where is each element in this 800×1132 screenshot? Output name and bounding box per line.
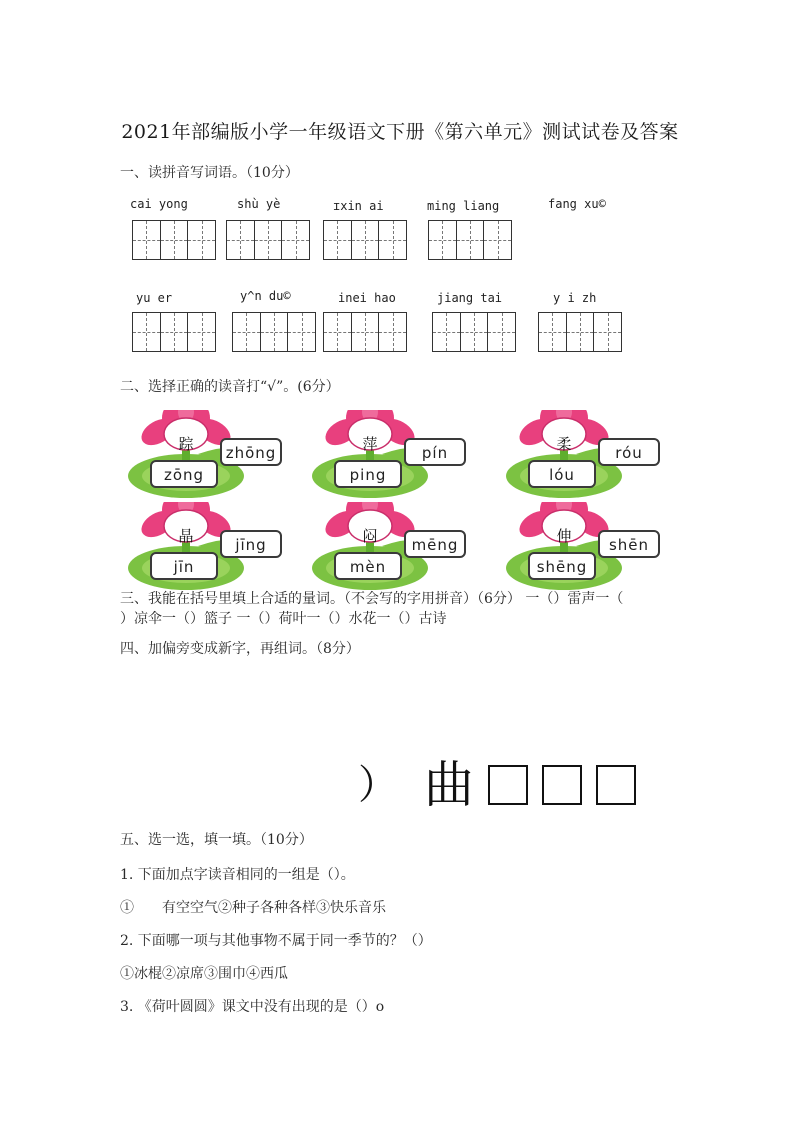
pinyin-option-lower[interactable]: mèn bbox=[334, 552, 402, 580]
pinyin-label: jiang tai bbox=[437, 291, 503, 305]
pinyin-option-lower[interactable]: zōng bbox=[150, 460, 218, 488]
radical-exercise bbox=[358, 756, 636, 814]
pinyin-choice-flower bbox=[312, 502, 472, 592]
writing-grid[interactable] bbox=[232, 312, 316, 352]
pinyin-label: y i zh bbox=[553, 291, 597, 305]
pinyin-option-upper[interactable]: shēn bbox=[598, 530, 660, 558]
pinyin-option-upper[interactable]: zhōng bbox=[220, 438, 282, 466]
pinyin-label: cai yong bbox=[130, 197, 188, 211]
question-1: 1. 下面加点字读音相同的一组是（）。 bbox=[120, 867, 355, 883]
flower-character: 踪 bbox=[178, 435, 194, 453]
pinyin-label: inei hao bbox=[338, 291, 396, 305]
section3-line1: 三、我能在括号里填上合适的量词。（不会写的字用拼音）（6分） 一（）雷声一（ bbox=[120, 591, 624, 607]
flower-character: 闷 bbox=[362, 527, 378, 545]
answer-box[interactable] bbox=[596, 765, 636, 805]
pinyin-option-lower[interactable]: ping bbox=[334, 460, 402, 488]
pinyin-option-lower[interactable]: jīn bbox=[150, 552, 218, 580]
pinyin-choice-flower bbox=[312, 410, 472, 500]
pinyin-option-upper[interactable]: pín bbox=[404, 438, 466, 466]
page-title: 2021年部编版小学一年级语文下册《第六单元》测试试卷及答案 bbox=[121, 121, 679, 143]
writing-grid[interactable] bbox=[428, 220, 512, 260]
flower-character: 晶 bbox=[178, 527, 194, 545]
pinyin-choice-flower bbox=[128, 502, 288, 592]
flower-character: 萍 bbox=[362, 435, 378, 453]
pinyin-choice-flower bbox=[506, 502, 666, 592]
pinyin-label: yu er bbox=[136, 291, 173, 305]
pinyin-choice-flower bbox=[128, 410, 288, 500]
pinyin-option-lower[interactable]: lóu bbox=[528, 460, 596, 488]
writing-grid[interactable] bbox=[132, 220, 216, 260]
flower-character: 柔 bbox=[556, 435, 572, 453]
pinyin-option-upper[interactable]: mēng bbox=[404, 530, 466, 558]
pinyin-choice-flower bbox=[506, 410, 666, 500]
writing-grid[interactable] bbox=[432, 312, 516, 352]
base-character: 曲 bbox=[424, 756, 474, 814]
question-2: 2. 下面哪一项与其他事物不属于同一季节的？（） bbox=[120, 933, 432, 949]
writing-grid[interactable] bbox=[323, 312, 407, 352]
closing-paren: ） bbox=[358, 762, 398, 808]
section4-heading: 四、加偏旁变成新字，再组词。（8分） bbox=[120, 641, 360, 657]
pinyin-option-upper[interactable]: jīng bbox=[220, 530, 282, 558]
section2-heading: 二、选择正确的读音打“√”。(6分） bbox=[120, 379, 340, 395]
writing-grid[interactable] bbox=[132, 312, 216, 352]
question-2-options: ①冰棍②凉席③围巾④西瓜 bbox=[120, 966, 288, 982]
pinyin-label: ming liang bbox=[427, 199, 500, 213]
question-3: 3. 《荷叶圆圆》课文中没有出现的是（）o bbox=[120, 999, 385, 1015]
section5-heading: 五、选一选，填一填。（10分） bbox=[120, 832, 313, 848]
answer-box[interactable] bbox=[542, 765, 582, 805]
pinyin-label: fang xu© bbox=[548, 197, 606, 211]
pinyin-label: y^n du© bbox=[240, 289, 291, 303]
question-1-options: ① 有空空气②种子各种各样③快乐音乐 bbox=[120, 900, 386, 916]
writing-grid[interactable] bbox=[538, 312, 622, 352]
pinyin-option-lower[interactable]: shēng bbox=[528, 552, 596, 580]
pinyin-option-upper[interactable]: róu bbox=[598, 438, 660, 466]
writing-grid[interactable] bbox=[226, 220, 310, 260]
flower-character: 伸 bbox=[556, 527, 572, 545]
pinyin-label: shù yè bbox=[237, 197, 281, 211]
answer-box[interactable] bbox=[488, 765, 528, 805]
writing-grid[interactable] bbox=[323, 220, 407, 260]
section1-heading: 一、读拼音写词语。（10分） bbox=[120, 165, 299, 181]
pinyin-label: ɪxin ai bbox=[333, 199, 384, 213]
section3-line2: ）凉伞一（）篮子 一（）荷叶一（）水花一（）古诗 bbox=[120, 611, 447, 627]
